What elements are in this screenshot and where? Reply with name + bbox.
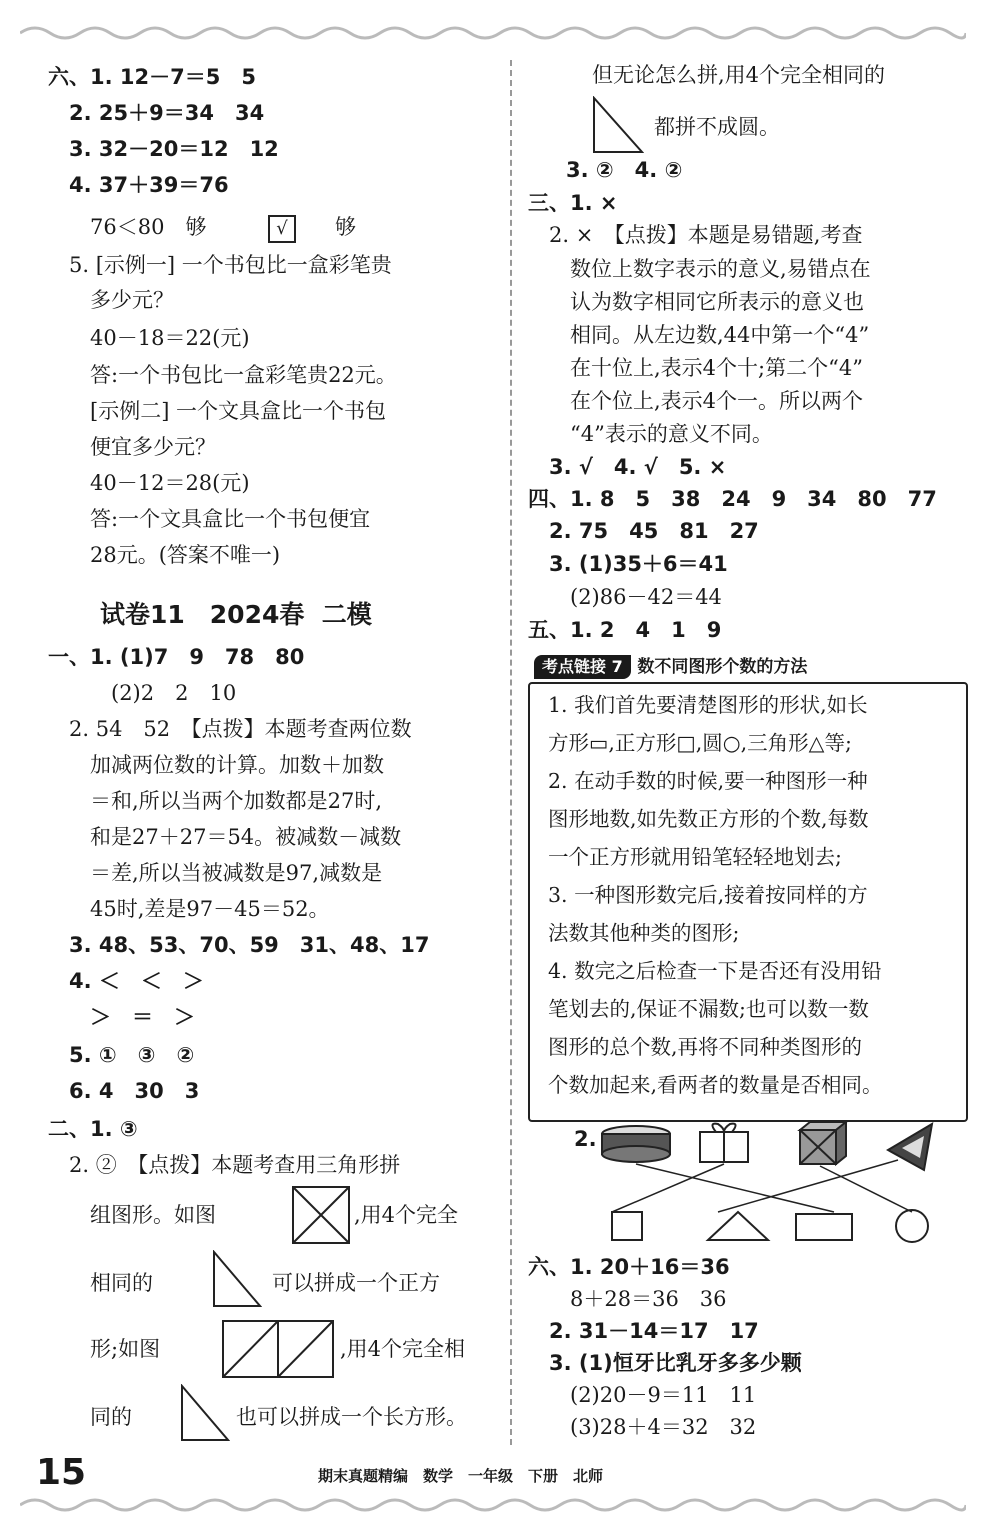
tip-line: 笔划去的,保证不漏数;也可以数一数	[548, 997, 869, 1021]
answer-line: 2. 75 45 81 27	[528, 519, 759, 543]
tip-line: 3. 一种图形数完后,接着按同样的方	[548, 883, 868, 907]
answer-line: 三、1. ×	[528, 191, 618, 215]
answer-line: 4. 37＋39＝76	[48, 173, 229, 197]
answer-line: 3. (1)恒牙比乳牙多多少颗	[528, 1351, 802, 1375]
tip-line: 4. 数完之后检查一下是否还有没用铅	[548, 959, 882, 983]
tip-tag: 考点链接 7	[534, 655, 631, 679]
drum-object-icon	[602, 1126, 670, 1162]
answer-line: 6. 4 30 3	[48, 1079, 200, 1103]
answer-line: 便宜多少元？	[48, 435, 216, 459]
answer-line: 3. (1)35＋6＝41	[528, 552, 728, 576]
square-x-figure	[292, 1186, 350, 1244]
tip-line: 2. 在动手数的时候,要一种图形一种	[548, 769, 868, 793]
answer-line: 四、1. 8 5 38 24 9 34 80 77	[528, 487, 937, 511]
answer-line: ,用4个完全	[354, 1203, 459, 1227]
tip-title: 数不同图形个数的方法	[637, 657, 808, 677]
answer-line: 答:一个书包比一盒彩笔贵22元。	[48, 363, 397, 387]
tip-line: 个数加起来,看两者的数量是否相同。	[548, 1073, 883, 1097]
answer-line: (2)86－42＝44	[528, 585, 722, 609]
answer-line: 3. 32－20＝12 12	[48, 137, 279, 161]
answer-line: 相同的	[48, 1271, 153, 1295]
answer-line: 但无论怎么拼,用4个完全相同的	[592, 63, 886, 87]
answer-line: “4”表示的意义不同。	[528, 422, 773, 446]
answer-line: 都拼不成圆。	[654, 115, 780, 139]
answer-line: ,用4个完全相	[340, 1337, 466, 1361]
answer-line: 够	[335, 215, 356, 239]
circle-shape-icon	[896, 1210, 928, 1242]
check-box: √	[268, 212, 296, 243]
answer-line: 3. ② 4. ②	[566, 158, 683, 182]
answer-line: 2. 31－14＝17 17	[528, 1319, 759, 1343]
answer-line: 2.	[574, 1127, 597, 1151]
answer-line: (2)20－9＝11 11	[528, 1383, 757, 1407]
answer-line: ＞ ＝ ＞	[48, 1005, 195, 1029]
wooden-cube-object-icon	[800, 1122, 846, 1164]
answer-line: 也可以拼成一个长方形。	[236, 1405, 467, 1429]
matching-figure	[598, 1120, 948, 1244]
answer-line: 六、1. 20＋16＝36	[528, 1255, 730, 1279]
right-triangle-figure	[180, 1384, 230, 1442]
answer-line: ＝差,所以当被减数是97,减数是	[48, 861, 383, 885]
answer-line: 二、1. ③	[48, 1117, 138, 1141]
answer-line: 可以拼成一个正方	[272, 1271, 440, 1295]
answer-line: (3)28＋4＝32 32	[528, 1415, 757, 1439]
answer-line: ＝和,所以当两个加数都是27时,	[48, 789, 383, 813]
answer-line: [示例二] 一个文具盒比一个书包	[48, 399, 387, 423]
bottom-wave-border	[20, 1490, 966, 1520]
answer-line: 数位上数字表示的意义,易错点在	[528, 257, 871, 281]
answer-line: 2. 25＋9＝34 34	[48, 101, 265, 125]
answer-line: 28元。(答案不唯一)	[48, 543, 281, 567]
tip-line: 方形▭,正方形□,圆○,三角形△等;	[548, 731, 852, 755]
answer-line: 同的	[48, 1405, 132, 1429]
answer-line: 五、1. 2 4 1 9	[528, 618, 722, 642]
answer-line: 3. √ 4. √ 5. ×	[528, 455, 727, 479]
triangle-shape-icon	[708, 1212, 768, 1240]
answer-line: 答:一个文具盒比一个书包便宜	[48, 507, 371, 531]
tip-line: 图形的总个数,再将不同种类图形的	[548, 1035, 863, 1059]
answer-line: (2)2 2 10	[48, 681, 237, 705]
section-title: 试卷11 2024春 ⁠ 二模	[100, 600, 372, 629]
rectangle-figure	[222, 1320, 334, 1378]
page-number: 15	[36, 1452, 87, 1493]
answer-line: 4. ＜ ＜ ＞	[48, 969, 204, 993]
answer-line: 和是27＋27＝54。被减数－减数	[48, 825, 402, 849]
triangle-ruler-object-icon	[888, 1124, 932, 1170]
answer-line: 认为数字相同它所表示的意义也	[528, 290, 864, 314]
tip-line: 1. 我们首先要清楚图形的形状,如长	[548, 693, 868, 717]
answer-line: 8＋28＝36 36	[528, 1287, 727, 1311]
square-shape-icon	[612, 1212, 642, 1240]
answer-line: 5. ① ③ ②	[48, 1043, 195, 1067]
answer-line: 六、1. 12－7＝5 5	[48, 65, 256, 89]
answer-line: 在十位上,表示4个十;第二个“4”	[528, 356, 863, 380]
rectangle-shape-icon	[796, 1214, 852, 1240]
answer-line: 76＜80 够	[48, 215, 207, 239]
answer-line: 40－18＝22(元)	[48, 326, 250, 350]
right-triangle-figure	[592, 96, 644, 154]
answer-line: 组图形。如图	[48, 1203, 216, 1227]
tip-header	[534, 650, 807, 682]
answer-line: 40－12＝28(元)	[48, 471, 250, 495]
answer-line: 5. [示例一] 一个书包比一盒彩笔贵	[48, 253, 392, 277]
answer-line: 2. × 【点拨】本题是易错题,考查	[528, 223, 863, 247]
answer-line: 相同。从左边数,44中第一个“4”	[528, 323, 870, 347]
answer-line: 在个位上,表示4个一。所以两个	[528, 389, 864, 413]
answer-line: 一、1. (1)7 9 78 80	[48, 645, 305, 669]
answer-line: 多少元？	[48, 288, 174, 312]
answer-line: 加减两位数的计算。加数＋加数	[48, 753, 384, 777]
answer-line: 3. 48、53、70、59 31、48、17	[48, 933, 430, 957]
column-divider	[510, 60, 512, 1445]
answer-line: 45时,差是97－45＝52。	[48, 897, 330, 921]
tip-line: 法数其他种类的图形;	[548, 921, 740, 945]
tip-line: 图形地数,如先数正方形的个数,每数	[548, 807, 869, 831]
answer-line: 2. ② 【点拨】本题考查用三角形拼	[48, 1153, 401, 1177]
tip-line: 一个正方形就用铅笔轻轻地划去;	[548, 845, 842, 869]
top-wave-border	[20, 18, 966, 48]
answer-line: 2. 54 52 【点拨】本题考查两位数	[48, 717, 412, 741]
gift-box-object-icon	[700, 1124, 748, 1162]
footer-text: 期末真题精编 数学 一年级 下册 北师	[318, 1467, 604, 1485]
right-triangle-figure	[212, 1250, 262, 1308]
answer-line: 形;如图	[48, 1337, 161, 1361]
